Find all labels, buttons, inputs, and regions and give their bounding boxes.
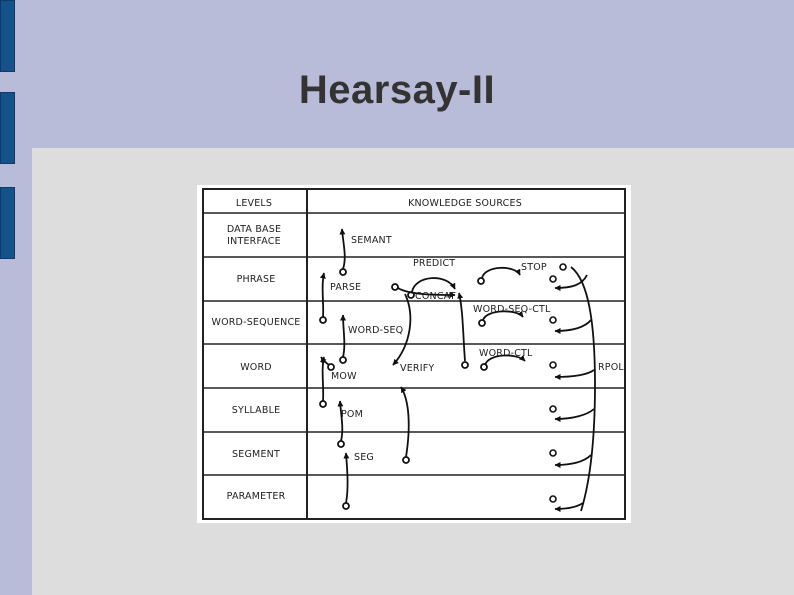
ks-predict: PREDICT bbox=[413, 258, 456, 269]
header-levels: LEVELS bbox=[235, 198, 273, 209]
arrow-predict bbox=[412, 278, 455, 292]
ks-word-seq-ctl: WORD-SEQ-CTL bbox=[473, 304, 551, 315]
ks-node bbox=[478, 278, 484, 284]
arrow-segment-to-word bbox=[401, 387, 409, 457]
ks-stop: STOP bbox=[521, 262, 547, 273]
ks-word-seq: WORD-SEQ bbox=[348, 325, 404, 336]
arrow-mow bbox=[323, 357, 324, 401]
level-interface: INTERFACE bbox=[227, 236, 281, 247]
hearsay-diagram bbox=[197, 185, 631, 523]
level-word: WORD bbox=[240, 362, 272, 373]
header-knowledge-sources: KNOWLEDGE SOURCES bbox=[408, 198, 522, 209]
ks-node bbox=[320, 401, 326, 407]
arrow-pom bbox=[340, 401, 342, 441]
ks-node bbox=[403, 457, 409, 463]
arrow-stop bbox=[482, 268, 520, 278]
rpol-arrow-word bbox=[555, 370, 594, 377]
ks-concat: CONCAT bbox=[415, 291, 456, 302]
rpol-arrow-phrase bbox=[555, 275, 587, 288]
arrow-semant bbox=[342, 229, 345, 269]
ks-node bbox=[462, 362, 468, 368]
ks-node bbox=[392, 284, 398, 290]
ks-seg: SEG bbox=[354, 452, 374, 463]
diagram-svg bbox=[197, 185, 631, 523]
accent-bar-bottom bbox=[0, 187, 15, 259]
arrow-seg bbox=[346, 453, 348, 503]
ks-word-ctl: WORD-CTL bbox=[479, 348, 533, 359]
ks-semant: SEMANT bbox=[351, 235, 392, 246]
ks-verify: VERIFY bbox=[400, 363, 435, 374]
level-syllable: SYLLABLE bbox=[231, 405, 281, 416]
ks-node bbox=[340, 269, 346, 275]
level-segment: SEGMENT bbox=[232, 449, 280, 460]
rpol-arrow-parameter bbox=[555, 503, 583, 509]
arrow-word-seq bbox=[343, 315, 344, 357]
ks-node bbox=[481, 364, 487, 370]
ks-node bbox=[343, 503, 349, 509]
level-parameter: PARAMETER bbox=[226, 491, 286, 502]
rpol-nodes bbox=[550, 264, 566, 502]
rpol-arrow-word-seq bbox=[555, 320, 591, 331]
ks-node bbox=[338, 441, 344, 447]
ks-node bbox=[479, 320, 485, 326]
slide-title: Hearsay-II bbox=[298, 68, 496, 112]
level-phrase: PHRASE bbox=[236, 274, 276, 285]
rpol-arrow-syllable bbox=[555, 409, 594, 419]
accent-bar-top bbox=[0, 0, 15, 72]
ks-parse: PARSE bbox=[330, 282, 362, 293]
ks-node bbox=[320, 317, 326, 323]
level-word-sequence: WORD-SEQUENCE bbox=[211, 317, 301, 328]
ks-node bbox=[340, 357, 346, 363]
arrow-word-to-phrase bbox=[459, 293, 465, 361]
rpol-arrow-segment bbox=[555, 455, 591, 465]
arrow-parse bbox=[323, 273, 324, 317]
level-data-base: DATA BASE bbox=[226, 224, 282, 235]
ks-node bbox=[328, 364, 334, 370]
ks-mow: MOW bbox=[331, 371, 357, 382]
ks-pom: POM bbox=[341, 409, 364, 420]
ks-rpol: RPOL bbox=[598, 362, 624, 373]
